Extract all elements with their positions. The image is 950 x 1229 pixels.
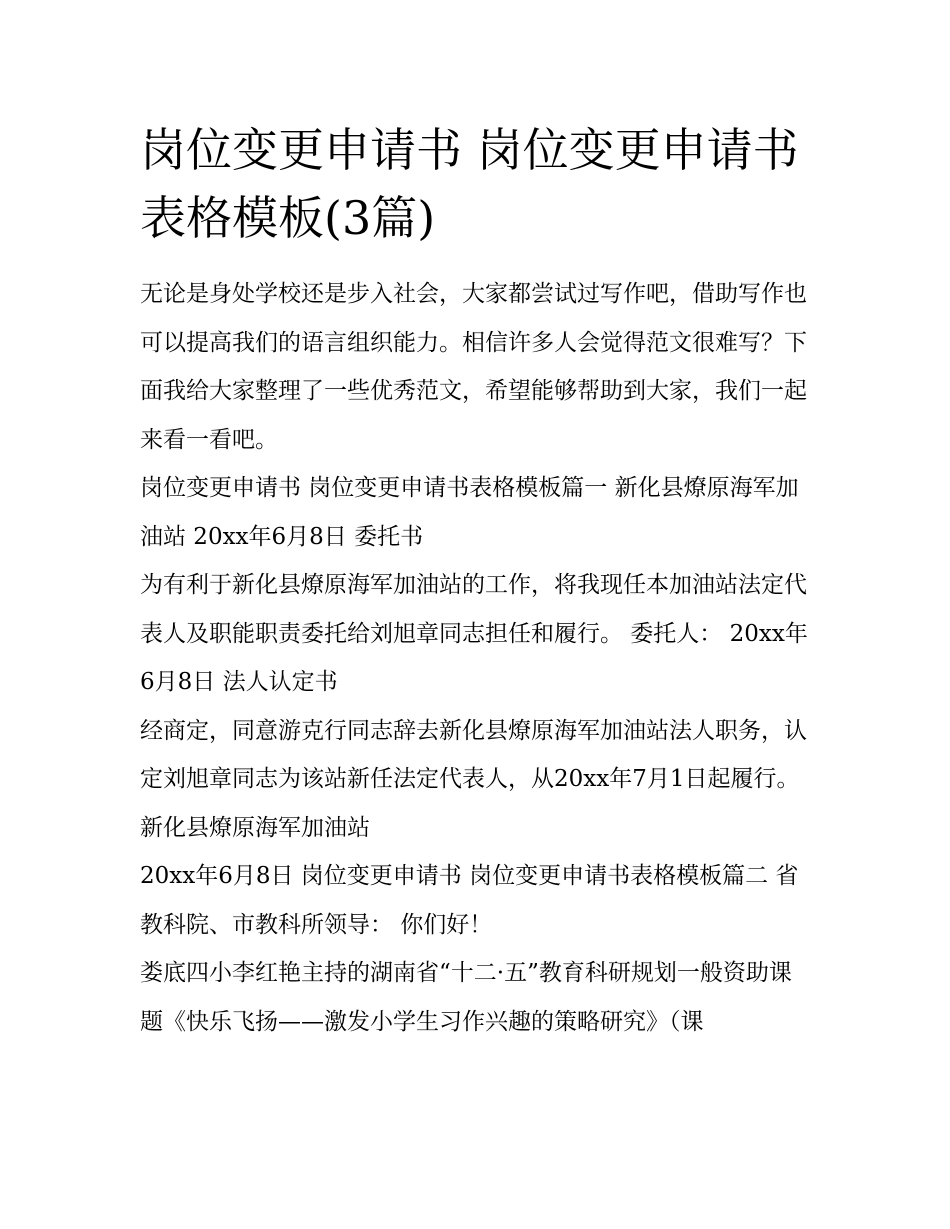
document-body — [140, 116, 812, 1046]
paragraph-research-project: 娄底四小李红艳主持的湖南省“十二·五”教育科研规划一般资助课题《快乐飞扬——激发小学生习作兴趣的策略研究》（课 — [140, 960, 792, 1035]
paragraph-intro: 无论是身处学校还是步入社会，大家都尝试过写作吧，借助写作也可以提高我们的语言组织能力。相信许多人会觉得范文很难写？下面我给大家整理了一些优秀范文，希望能够帮助到大家，我们一起来看一看吧。 — [140, 281, 807, 453]
paragraph-part-two-heading: 20xx年6月8日 岗位变更申请书 岗位变更申请书表格模板篇二 省教科院、市教科所领导： 你们好！ — [140, 863, 799, 938]
paragraph-part-one-heading: 岗位变更申请书 岗位变更申请书表格模板篇一 新化县燎原海军加油站 20xx年6月8日 委托书 — [140, 475, 799, 550]
paragraph-legal-person-confirmation: 经商定，同意游克行同志辞去新化县燎原海军加油站法人职务，认定刘旭章同志为该站新任法定代表人，从20xx年7月1日起履行。 新化县燎原海军加油站 — [140, 717, 807, 841]
document-title: 岗位变更申请书 岗位变更申请书表格模板(3篇) — [140, 123, 799, 245]
paragraph-entrustment: 为有利于新化县燎原海军加油站的工作，将我现任本加油站法定代表人及职能职责委托给刘旭章同志担任和履行。 委托人： 20xx年6月8日 法人认定书 — [140, 572, 808, 695]
